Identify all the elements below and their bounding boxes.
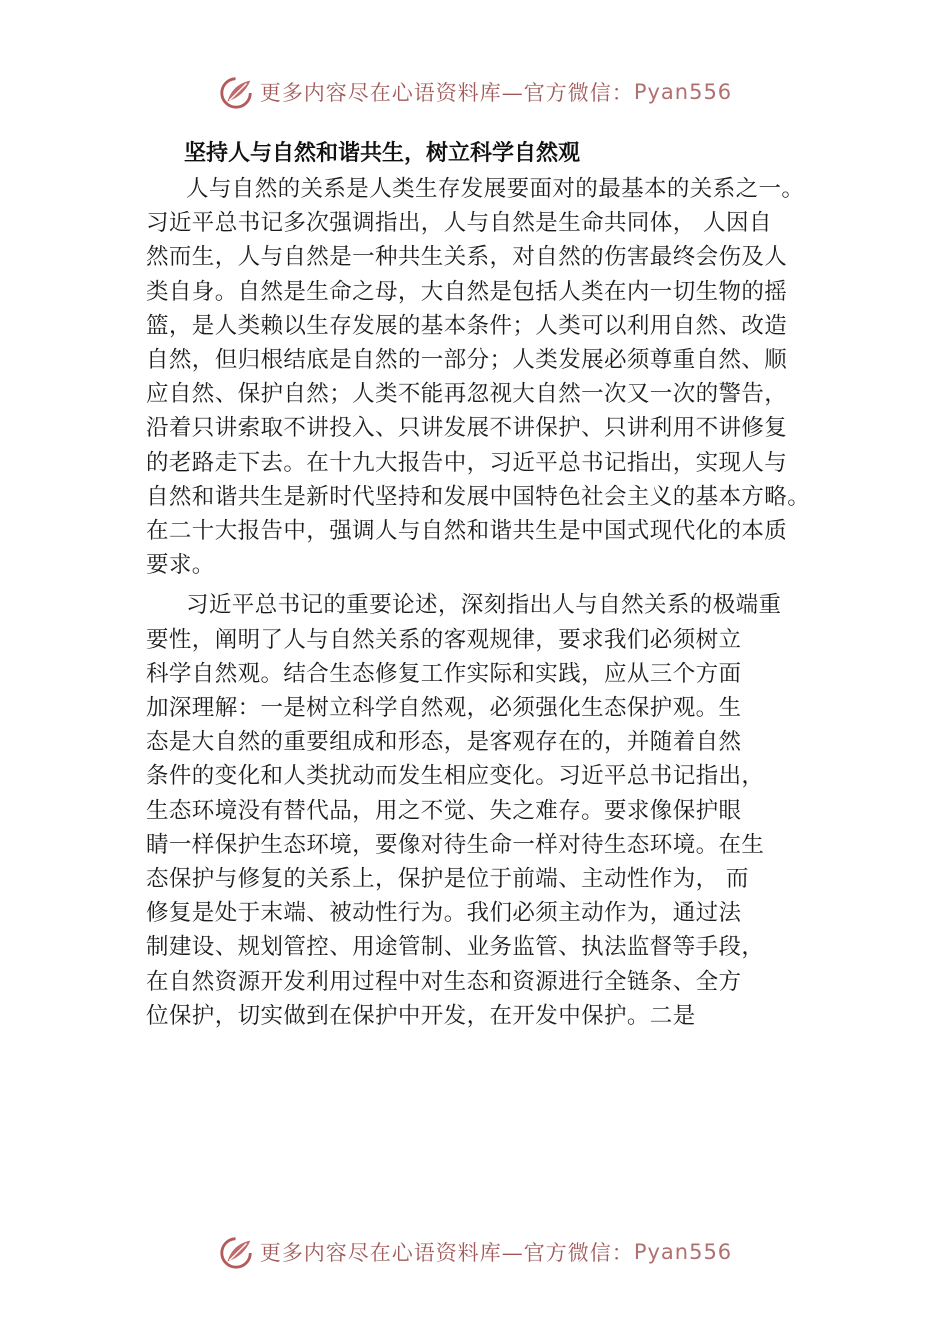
text-line: 制建设、规划管控、用途管制、业务监管、执法监督等手段， xyxy=(146,934,765,961)
footer-banner xyxy=(0,1230,950,1274)
document-title: 坚持人与自然和谐共生，树立科学自然观 xyxy=(184,141,581,166)
paragraph-2 xyxy=(146,588,836,1033)
paragraph-1 xyxy=(146,172,836,582)
text-line: 生态环境没有替代品，用之不觉、失之难存。要求像保护眼 xyxy=(146,797,742,824)
text-line: 科学自然观。结合生态修复工作实际和实践，应从三个方面 xyxy=(146,660,742,687)
text-line: 态是大自然的重要组成和形态，是客观存在的，并随着自然 xyxy=(146,729,742,756)
text-line: 要求。 xyxy=(146,552,215,579)
text-line: 篮，是人类赖以生存发展的基本条件；人类可以利用自然、改造 xyxy=(146,312,788,339)
text-line: 加深理解：一是树立科学自然观，必须强化生态保护观。生 xyxy=(146,695,742,722)
leaf-logo-icon xyxy=(218,1233,256,1271)
text-line: 自然和谐共生是新时代坚持和发展中国特色社会主义的基本方略。 xyxy=(146,483,811,510)
banner-text: 更多内容尽在心语资料库—官方微信： xyxy=(259,1241,634,1265)
text-line: 人与自然的关系是人类生存发展要面对的最基本的关系之一。 xyxy=(186,176,805,202)
text-line: 睛一样保护生态环境，要像对待生命一样对待生态环境。在生 xyxy=(146,831,765,858)
wechat-id: Pyan556 xyxy=(633,80,733,104)
text-line: 然而生，人与自然是一种共生关系，对自然的伤害最终会伤及人 xyxy=(146,244,788,271)
text-line: 态保护与修复的关系上，保护是位于前端、主动性作为， 而 xyxy=(146,866,749,893)
text-line: 沿着只讲索取不讲投入、只讲发展不讲保护、只讲利用不讲修复 xyxy=(146,415,788,442)
text-line: 自然，但归根结底是自然的一部分；人类发展必须尊重自然、顺 xyxy=(146,347,788,374)
text-line: 要性，阐明了人与自然关系的客观规律，要求我们必须树立 xyxy=(146,626,742,653)
text-line: 的老路走下去。在十九大报告中，习近平总书记指出，实现人与 xyxy=(146,449,788,476)
text-line: 在二十大报告中，强调人与自然和谐共生是中国式现代化的本质 xyxy=(146,518,788,545)
leaf-logo-icon xyxy=(218,73,256,111)
text-line: 在自然资源开发利用过程中对生态和资源进行全链条、全方 xyxy=(146,968,742,995)
header-banner xyxy=(0,70,950,114)
text-line: 位保护，切实做到在保护中开发，在开发中保护。二是 xyxy=(146,1002,696,1029)
text-line: 类自身。自然是生命之母，大自然是包括人类在内一切生物的摇 xyxy=(146,278,788,305)
text-line: 修复是处于末端、被动性行为。我们必须主动作为，通过法 xyxy=(146,900,742,927)
document-body xyxy=(146,136,836,1033)
text-line: 习近平总书记多次强调指出，人与自然是生命共同体， 人因自 xyxy=(146,210,772,237)
text-line: 条件的变化和人类扰动而发生相应变化。习近平总书记指出， xyxy=(146,763,765,790)
wechat-id: Pyan556 xyxy=(633,1240,733,1264)
text-line: 习近平总书记的重要论述，深刻指出人与自然关系的极端重 xyxy=(186,592,782,619)
text-line: 应自然、保护自然；人类不能再忽视大自然一次又一次的警告， xyxy=(146,381,788,408)
banner-text: 更多内容尽在心语资料库—官方微信： xyxy=(259,81,634,105)
